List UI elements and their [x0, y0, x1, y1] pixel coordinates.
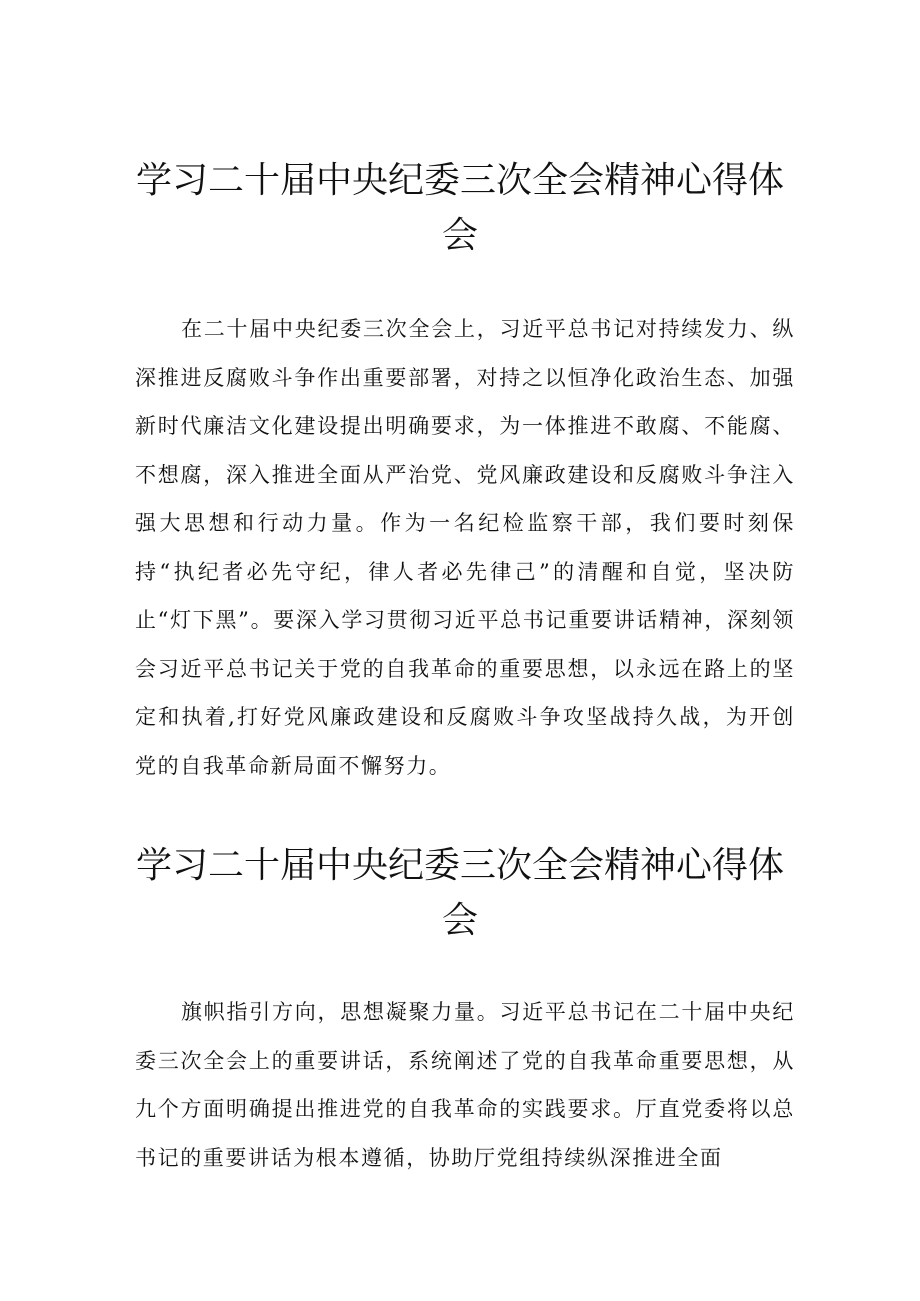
section-1-paragraph: 在二十届中央纪委三次全会上，习近平总书记对持续发力、纵深推进反腐败斗争作出重要部署，对持之以恒净化政治生态、加强新时代廉洁文化建设提出明确要求，为一体推进不敢腐、不能腐、不想腐，深入推进全面从严治党、党风廉政建设和反腐败斗争注入强大思想和行动力量。作为一名纪检监察干部，我们要时刻保持“执纪者必先守纪，律人者必先律己”的清醒和自觉，坚决防止“灯下黑”。要深入学习贯彻习近平总书记重要讲话精神，深刻领会习近平总书记关于党的自我革命的重要思想，以永远在路上的坚定和执着,打好党风廉政建设和反腐败斗争攻坚战持久战，为开创党的自我革命新局面不懈努力。 — [135, 317, 795, 778]
section-2-paragraph: 旗帜指引方向，思想凝聚力量。习近平总书记在二十届中央纪委三次全会上的重要讲话，系统阐述了党的自我革命重要思想，从九个方面明确提出推进党的自我革命的实践要求。厅直党委将以总书记的重要讲话为根本遵循，协助厅党组持续纵深推进全面 — [135, 1000, 795, 1170]
section-1-title: 学习二十届中央纪委三次全会精神心得体会 — [135, 160, 784, 256]
section-2-title: 学习二十届中央纪委三次全会精神心得体会 — [135, 845, 784, 941]
